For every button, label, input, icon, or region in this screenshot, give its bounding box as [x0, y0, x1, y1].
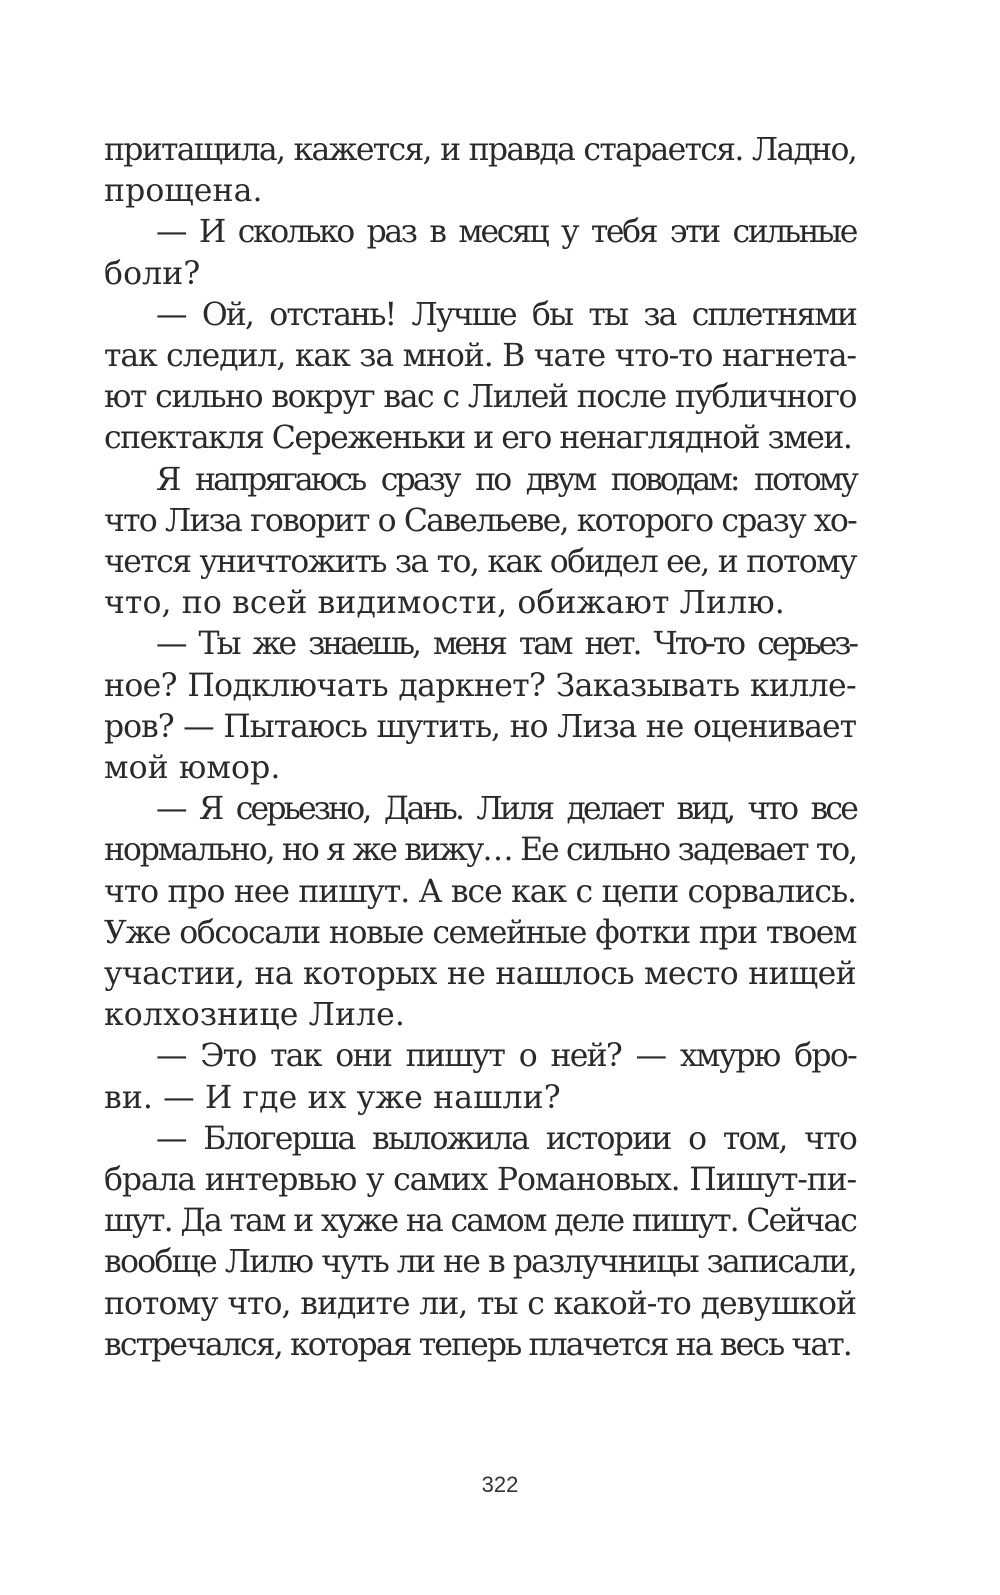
text-line: ное? Подключать даркнет? Заказывать килле-: [104, 667, 856, 704]
text-line: ров? — Пытаюсь шутить, но Лиза не оценивает: [104, 708, 856, 745]
text-line: — И сколько раз в месяц у тебя эти сильные: [156, 214, 856, 251]
text-line: что про нее пишут. А все как с цепи сорвались.: [104, 873, 856, 910]
text-line: что, по всей видимости, обижают Лилю.: [104, 585, 785, 622]
text-line: ют сильно вокруг вас с Лилей после публичного: [104, 379, 856, 416]
text-line: притащила, кажется, и правда старается. Ладно,: [104, 132, 856, 168]
text-line: спектакля Сереженьки и его ненаглядной змеи.: [104, 420, 852, 457]
text-line: боли?: [104, 255, 201, 292]
text-line: Я напрягаюсь сразу по двум поводам: потому: [156, 461, 856, 498]
text-line: колхознице Лиле.: [104, 997, 406, 1034]
text-line: участии, на которых не нашлось место нищей: [104, 956, 856, 993]
text-line: мой юмор.: [104, 750, 281, 787]
text-line: прощена.: [104, 173, 263, 210]
text-line: потому что, видите ли, ты с какой-то девушкой: [104, 1285, 856, 1322]
text-line: шут. Да там и хуже на самом деле пишут. Сейчас: [104, 1203, 856, 1240]
text-line: брала интервью у самих Романовых. Пишут-пи-: [104, 1162, 856, 1199]
text-line: — Ой, отстань! Лучше бы ты за сплетнями: [156, 296, 856, 333]
text-line: что Лиза говорит о Савельеве, которого сразу хо-: [104, 502, 856, 539]
text-line: — Ты же знаешь, меня там нет. Что-то серьез-: [156, 626, 856, 663]
text-line: — Я серьезно, Дань. Лиля делает вид, что все: [156, 791, 856, 828]
text-line: встречался, которая теперь плачется на весь чат.: [104, 1326, 851, 1363]
text-line: Уже обсосали новые семейные фотки при твоем: [104, 914, 856, 951]
text-line: — Блогерша выложила истории о том, что: [156, 1120, 856, 1157]
text-line: так следил, как за мной. В чате что-то нагнета-: [104, 338, 856, 375]
text-line: вообще Лилю чуть ли не в разлучницы записали,: [104, 1244, 856, 1281]
text-line: — Это так они пишут о ней? — хмурю бро-: [156, 1038, 856, 1075]
page-body-text: [104, 130, 856, 1366]
text-line: чется уничтожить за то, как обидел ее, и потому: [104, 544, 856, 581]
text-line: нормально, но я же вижу… Ее сильно задевает то,: [104, 832, 856, 869]
text-line: ви. — И где их уже нашли?: [104, 1079, 561, 1116]
page-number: 322: [481, 1472, 519, 1497]
